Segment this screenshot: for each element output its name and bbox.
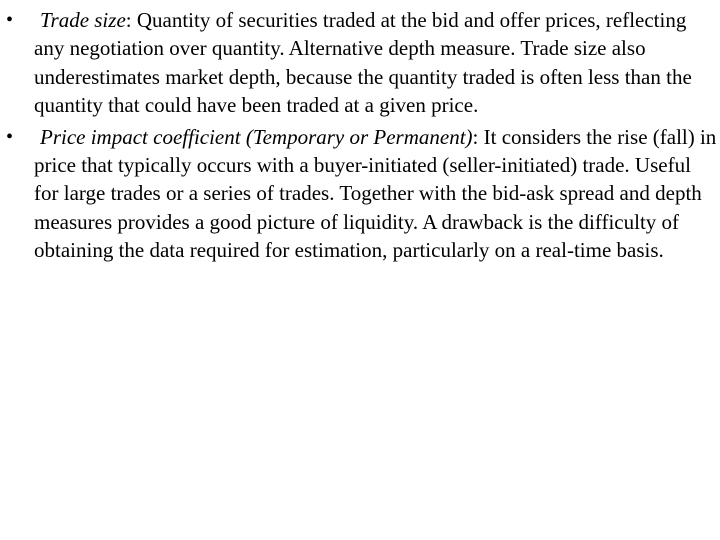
bullet-term: Price impact coefficient (Temporary or Permanent) xyxy=(40,124,473,149)
bullet-separator: : xyxy=(472,124,479,149)
bullet-item-price-impact xyxy=(6,123,718,265)
bullet-separator: : xyxy=(125,8,132,32)
bullet-text: It considers the rise (fall) in price that typically occurs with a buyer-initiated (seller-initiated) trade. Useful for large trades or a series of trades. Together with the bid-ask spread and depth measures provides a good picture of liquidity. A drawback is the difficulty of obtaining the data required for estimation, particularly on a real-time basis. xyxy=(34,124,717,263)
bullet-item-trade-size xyxy=(6,6,718,120)
bullet-text: Quantity of securities traded at the bid and offer prices, reflecting any negotiation over quantity. Alternative depth measure. Trade size also underestimates market depth, because the quantity traded is often less than the quantity that could have been traded at a given price. xyxy=(34,8,692,118)
bullet-term: Trade size xyxy=(40,8,126,32)
bullet-marker: • xyxy=(6,9,14,31)
bullet-marker: • xyxy=(6,125,14,148)
bullet-list xyxy=(6,6,718,268)
